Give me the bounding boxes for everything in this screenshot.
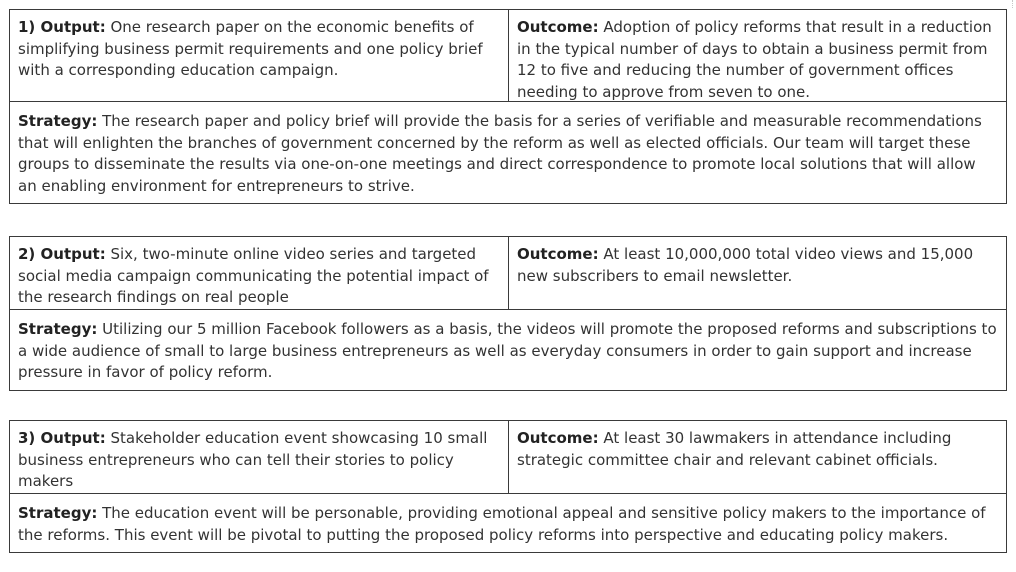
output-label: 1) Output: bbox=[18, 18, 106, 36]
plan-block-2 bbox=[9, 236, 1007, 391]
outcome-text: Adoption of policy reforms that result in a reduction in the typical number of days to obtain a business permit from 12 to five and reducing the number of government offices needing to approve from seven to one. bbox=[517, 18, 992, 101]
output-cell bbox=[10, 421, 509, 493]
output-label: 2) Output: bbox=[18, 245, 106, 263]
strategy-cell bbox=[10, 310, 1006, 390]
strategy-label: Strategy: bbox=[18, 504, 98, 522]
strategy-text: Utilizing our 5 million Facebook followers as a basis, the videos will promote the proposed reforms and subscriptions to a wide audience of small to large business entrepreneurs as well as everyday consumers in order to gain support and increase pressure in favor of policy reform. bbox=[18, 320, 997, 381]
outcome-cell bbox=[509, 10, 1006, 101]
plan-block-3 bbox=[9, 420, 1007, 553]
strategy-cell bbox=[10, 102, 1006, 203]
strategy-text: The research paper and policy brief will provide the basis for a series of verifiable and measurable recommendations that will enlighten the branches of government concerned by the reform as well as elected officials. Our team will target these groups to disseminate the results via one-on-one meetings and direct correspondence to promote local solutions that will allow an enabling environment for entrepreneurs to strive. bbox=[18, 112, 982, 195]
output-text: Stakeholder education event showcasing 10 small business entrepreneurs who can tell their stories to policy makers bbox=[18, 429, 488, 490]
outcome-label: Outcome: bbox=[517, 245, 599, 263]
outcome-cell bbox=[509, 421, 1006, 493]
output-outcome-row bbox=[10, 237, 1006, 310]
output-text: One research paper on the economic benefits of simplifying business permit requirements and one policy brief with a corresponding education campaign. bbox=[18, 18, 483, 79]
strategy-cell bbox=[10, 494, 1006, 552]
outcome-text: At least 30 lawmakers in attendance including strategic committee chair and relevant cabinet officials. bbox=[517, 429, 952, 469]
outcome-text: At least 10,000,000 total video views and 15,000 new subscribers to email newsletter. bbox=[517, 245, 974, 285]
outcome-label: Outcome: bbox=[517, 18, 599, 36]
output-text: Six, two-minute online video series and targeted social media campaign communicating the potential impact of the research findings on real people bbox=[18, 245, 489, 306]
output-cell bbox=[10, 237, 509, 309]
outcome-label: Outcome: bbox=[517, 429, 599, 447]
output-cell bbox=[10, 10, 509, 101]
strategy-label: Strategy: bbox=[18, 320, 98, 338]
output-outcome-row bbox=[10, 10, 1006, 102]
output-label: 3) Output: bbox=[18, 429, 106, 447]
plan-block-1 bbox=[9, 9, 1007, 204]
outcome-cell bbox=[509, 237, 1006, 309]
strategy-text: The education event will be personable, providing emotional appeal and sensitive policy makers to the importance of the reforms. This event will be pivotal to putting the proposed policy reforms into perspective and educating policy makers. bbox=[18, 504, 986, 544]
scrollbar-marker bbox=[1012, 0, 1015, 8]
output-outcome-row bbox=[10, 421, 1006, 494]
strategy-label: Strategy: bbox=[18, 112, 98, 130]
